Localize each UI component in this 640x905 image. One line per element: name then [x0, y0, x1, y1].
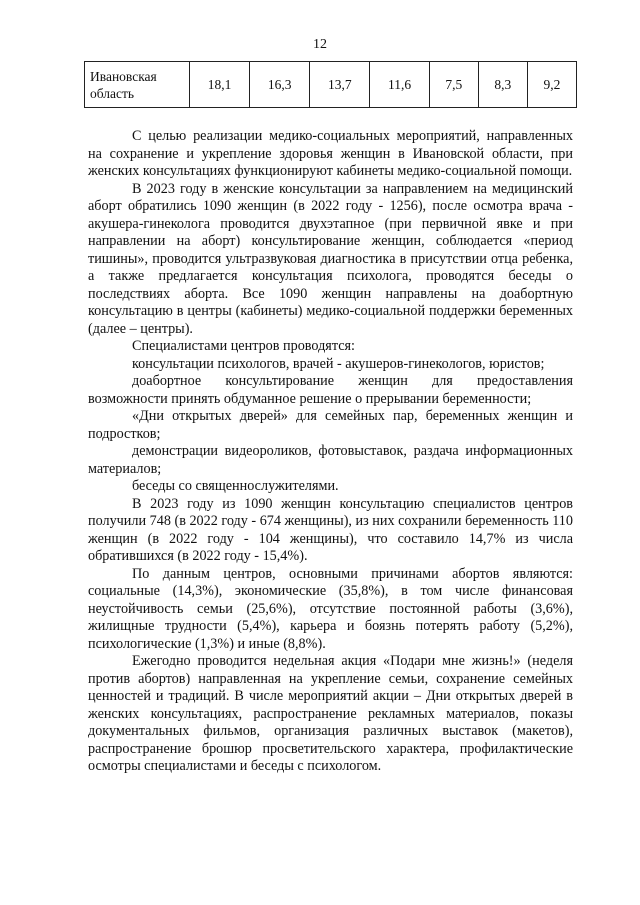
paragraph: В 2023 году из 1090 женщин консультацию специалистов центров получили 748 (в 2022 году - 674 женщины), из них сохранили беременность 110 женщин (в 2022 году - 104 женщины), что составило 14,7% из числа обратившихся (в 2022 году - 15,4%).	[88, 495, 573, 564]
table-row	[85, 62, 577, 108]
paragraph: Ежегодно проводится недельная акция «Подари мне жизнь!» (неделя против абортов) направленная на укрепление семьи, сохранение семейных ценностей и традиций. В числе мероприятий акции – Дни открытых дверей в женских консультациях, распространение рекламных материалов, показы документальных фильмов, организация различных выставок (макетов), распространение брошюр просветительского характера, профилактические осмотры специалистами и беседы с психологом.	[88, 653, 573, 774]
list-item: консультации психологов, врачей - акушеров-гинекологов, юристов;	[132, 355, 545, 372]
list-item: демонстрации видеороликов, фотовыставок, раздача информационных материалов;	[88, 443, 573, 477]
table-cell: 11,6	[370, 62, 429, 108]
table-cell: 9,2	[527, 62, 576, 108]
list-item: беседы со священнослужителями.	[132, 478, 339, 494]
list-item: доабортное консультирование женщин для предоставления возможности принять обдуманное решение о прерывании беременности;	[88, 373, 573, 407]
table-cell: 13,7	[310, 62, 370, 108]
table-cell: 16,3	[250, 62, 310, 108]
document-body	[88, 128, 573, 776]
table-cell-region: Ивановская область	[85, 62, 190, 108]
page-number: 12	[313, 37, 327, 52]
list-item: «Дни открытых дверей» для семейных пар, беременных женщин и подростков;	[88, 408, 573, 442]
statistics-table	[84, 61, 577, 108]
table-cell: 7,5	[429, 62, 478, 108]
paragraph: В 2023 году в женские консультации за направлением на медицинский аборт обратились 1090 женщин (в 2022 году - 1256), после осмотра врача - акушера-гинеколога проводится двухэтапное (при первичной явке и при направлении на аборт) консультирование женщин, соблюдается «период тишины», проводится ультразвуковая диагностика в присутствии отца ребенка, а также предлагается консультация психолога, проводятся беседы о последствиях аборта. Все 1090 женщин направлены на доабортную консультацию в центры (кабинеты) медико-социальной поддержки беременных (далее – центры).	[88, 180, 573, 337]
table-cell: 8,3	[478, 62, 527, 108]
table-cell: 18,1	[190, 62, 250, 108]
paragraph: С целью реализации медико-социальных мероприятий, направленных на сохранение и укрепление здоровья женщин в Ивановской области, при женских консультациях функционируют кабинеты медико-социальной помощи.	[88, 128, 573, 179]
paragraph: Специалистами центров проводятся:	[132, 338, 355, 354]
paragraph: По данным центров, основными причинами абортов являются: социальные (14,3%), экономические (35,8%), в том числе финансовая неустойчивость семьи (25,6%), отсутствие постоянной работы (3,6%), жилищные трудности (5,4%), карьера и боязнь потерять работу (5,2%), психологические (1,3%) и иные (8,8%).	[88, 565, 573, 652]
